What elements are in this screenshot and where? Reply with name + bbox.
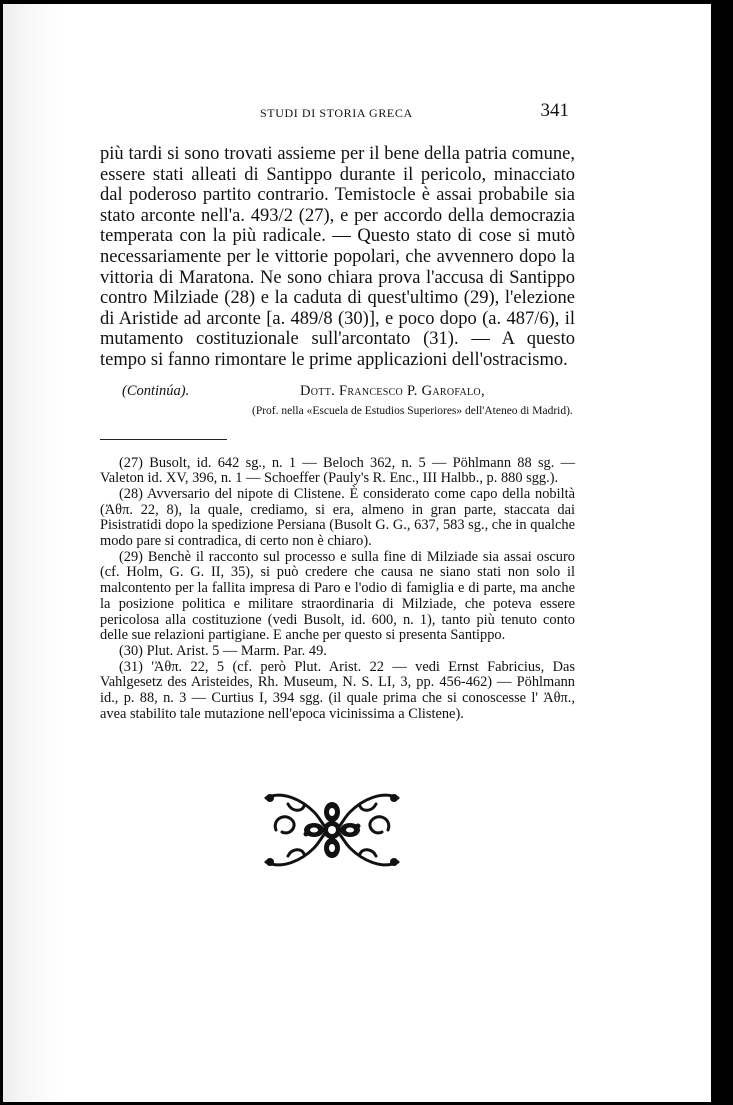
book-page (100, 100, 575, 722)
continua-label: (Continúa). (122, 382, 190, 399)
body-paragraph: più tardi si sono trovati assieme per il bene della patria comune, essere stati alleati di Santippo durante il pericolo, minacciato dal poderoso partito contrario. Temistocle è assai probabile sia stato arconte nell'a. 493/2 (27), e per accordo della democrazia temperata con la più radicale. — Questo stato di cose si mutò necessariamente per le vittorie popolari, che avvennero dopo la vittoria di Maratona. Ne sono chiara prova l'accusa di Santippo contro Milziade (28) e la caduta di quest'ultimo (29), l'elezione di Aristide ad arconte [a. 489/8 (30)], e poco dopo (a. 487/6), il mutamento costituzionale sull'arcontato (31). — A questo tempo si fanno rimontare le prime applicazioni dell'ostracismo. (100, 144, 575, 370)
author-affiliation: (Prof. nella «Escuela de Estudios Superiores» dell'Ateneo di Madrid). (252, 404, 573, 417)
scan-border-left (0, 0, 3, 1105)
author-name: Dott. Francesco P. Garofalo, (300, 382, 485, 399)
running-head (100, 100, 575, 130)
footnote-29: (29) Benchè il racconto sul processo e sulla fine di Milziade sia assai oscuro (cf. Holm, G. G. II, 35), si può credere che causa ne siano stati non solo il malcontento per la fallita impresa di Paro e l'odio di famiglia e di parte, ma anche la posizione politica e militare straordinaria di Milziade, che poteva essere pericolosa alla costituzione (vedi Busolt, id. 600, n. 1), tanto più tenuto conto delle sue relazioni partigiane. E anche per questo si presenta Santippo. (100, 548, 575, 644)
footnote-27: (27) Busolt, id. 642 sg., n. 1 — Beloch 362, n. 5 — Pöhlmann 88 sg. — Valeton id. XV, 396, n. 1 — Schoeffer (Pauly's R. Enc., III Halbb., p. 880 sgg.). (100, 454, 575, 487)
page-number: 341 (540, 100, 569, 121)
footnote-31: (31) 'Ἀθπ. 22, 5 (cf. però Plut. Arist. 22 — vedi Ernst Fabricius, Das Vahlgesetz des Aristeides, Rh. Museum, N. S. LI, 3, pp. 456-462) — Pöhlmann id., p. 88, n. 3 — Curtius I, 394 sgg. (il quale prima che si conoscesse l' Ἀθπ., avea stabilito tale mutazione nell'epoca vicinissima a Clistene). (100, 658, 575, 722)
footnote-30: (30) Plut. Arist. 5 — Marm. Par. 49. (119, 642, 327, 659)
floral-vignette-icon (262, 790, 402, 870)
page-gutter-shadow (3, 0, 63, 1105)
footnote-rule (100, 439, 227, 440)
footnote-28: (28) Avversario del nipote di Clistene. È considerato come capo della nobiltà (Ἀθπ. 22, 8), la quale, crediamo, si era, almeno in gran parte, staccata dai Pisistratidi dopo la spedizione Persiana (Busolt G. G., 637, 583 sg., che in qualche modo pare si contradica, di certo non è chiaro). (100, 485, 575, 550)
scan-border-right (711, 0, 733, 1105)
footnotes (100, 456, 575, 723)
running-title: STUDI DI STORIA GRECA (260, 106, 413, 120)
scan-border-top (0, 0, 733, 4)
signature-line (100, 383, 575, 405)
